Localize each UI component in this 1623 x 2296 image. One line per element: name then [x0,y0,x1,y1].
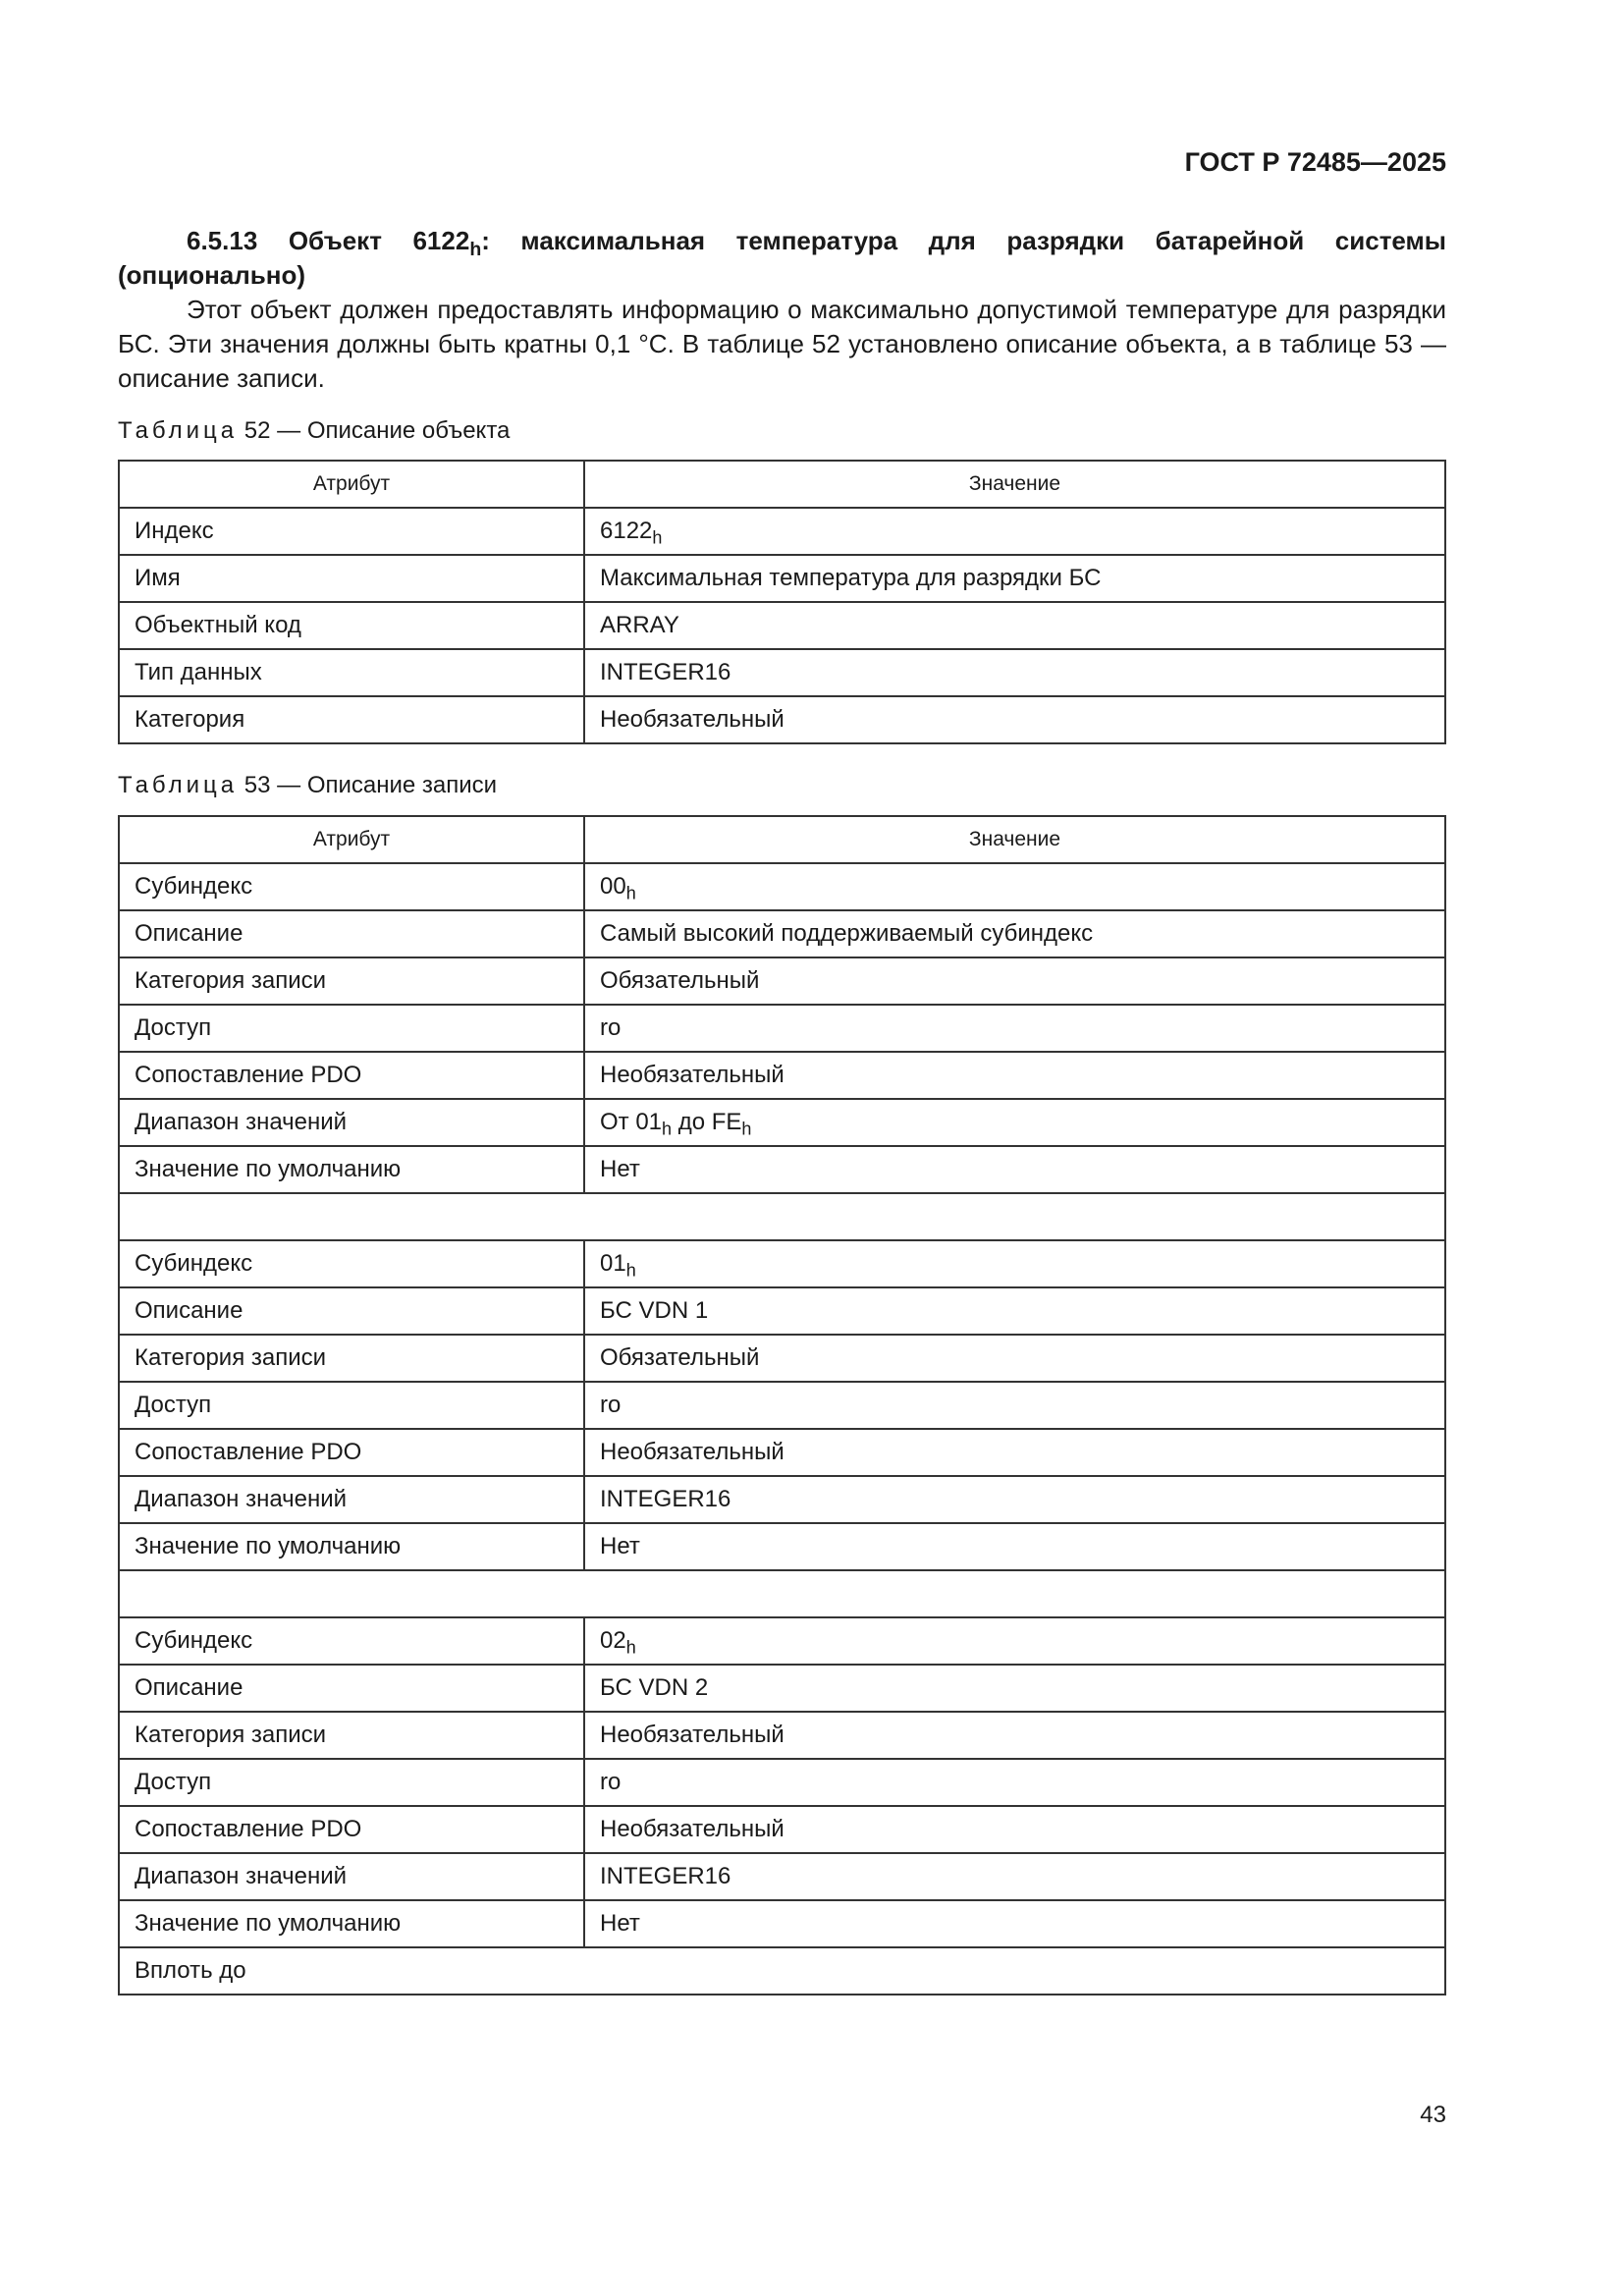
value-cell: Максимальная температура для разрядки БС [584,555,1445,602]
table-row [119,1476,1445,1523]
value-cell: $00_h$ [584,863,1445,910]
table-row [119,1005,1445,1052]
table-row [119,1523,1445,1570]
table-header-row [119,816,1445,863]
section-paragraph: Этот объект должен предоставлять информацию о максимально допустимой температуре для разрядки БС. Эти значения должны быть кратны 0,1 °С. В таблице 52 установлено описание объекта, а в таблице 53 — описание записи. [118,295,1446,393]
table-row [119,602,1445,649]
header-cell-attribute: Атрибут [119,816,584,863]
attr-cell: Доступ [119,1005,584,1052]
section-heading: 6.5.13 Объект $6122_h$: максимальная температура для разрядки батарейной системы (опционально) [118,226,1446,290]
value-cell: $02_h$ [584,1617,1445,1665]
table-row [119,1759,1445,1806]
table-row [119,1806,1445,1853]
table-row [119,1287,1445,1335]
value-cell: INTEGER16 [584,649,1445,696]
value-cell: $6122_h$ [584,508,1445,555]
attr-cell: Диапазон значений [119,1853,584,1900]
table-row [119,957,1445,1005]
value-cell: Необязательный [584,1429,1445,1476]
value-cell: БС VDN 2 [584,1665,1445,1712]
table-row [119,1099,1445,1146]
table-row [119,696,1445,743]
footer-cell: Вплоть до [119,1947,1445,1995]
value-cell: INTEGER16 [584,1476,1445,1523]
attr-cell: Сопоставление PDO [119,1052,584,1099]
table-header-row [119,461,1445,508]
table-row [119,555,1445,602]
attr-cell: Категория записи [119,957,584,1005]
value-cell: Обязательный [584,957,1445,1005]
value-cell: $01_h$ [584,1240,1445,1287]
attr-cell: Описание [119,1287,584,1335]
table-52-caption: Таблица 52 — Описание объекта [118,417,511,444]
attr-cell: Доступ [119,1382,584,1429]
attr-cell: Значение по умолчанию [119,1900,584,1947]
table-row [119,1617,1445,1665]
table-row [119,1429,1445,1476]
attr-cell: Сопоставление PDO [119,1429,584,1476]
value-cell: От $01_h$ до $FE_h$ [584,1099,1445,1146]
attr-cell: Значение по умолчанию [119,1146,584,1193]
value-cell: Самый высокий поддерживаемый субиндекс [584,910,1445,957]
table-row [119,649,1445,696]
attr-cell: Сопоставление PDO [119,1806,584,1853]
value-cell: INTEGER16 [584,1853,1445,1900]
table-separator-row [119,1193,1445,1240]
attr-cell: Диапазон значений [119,1476,584,1523]
attr-cell: Доступ [119,1759,584,1806]
separator-cell [119,1193,1445,1240]
attr-cell: Тип данных [119,649,584,696]
table-row [119,863,1445,910]
value-cell: ARRAY [584,602,1445,649]
value-cell: ro [584,1005,1445,1052]
value-cell: Необязательный [584,1806,1445,1853]
attr-cell: Субиндекс [119,863,584,910]
table-row [119,1335,1445,1382]
header-cell-attribute: Атрибут [119,461,584,508]
attr-cell: Индекс [119,508,584,555]
attr-cell: Значение по умолчанию [119,1523,584,1570]
header-cell-value: Значение [584,461,1445,508]
value-cell: Необязательный [584,1052,1445,1099]
separator-cell [119,1570,1445,1617]
attr-cell: Описание [119,1665,584,1712]
standard-code: ГОСТ Р 72485—2025 [1184,147,1446,177]
table-row [119,1146,1445,1193]
table-row [119,1665,1445,1712]
table-row [119,1900,1445,1947]
table-row [119,508,1445,555]
attr-cell: Категория записи [119,1712,584,1759]
value-cell: Необязательный [584,1712,1445,1759]
value-cell: Нет [584,1146,1445,1193]
attr-cell: Диапазон значений [119,1099,584,1146]
section-6-5-13 [118,224,1446,396]
page-number: 43 [1420,2102,1446,2128]
header-cell-value: Значение [584,816,1445,863]
attr-cell: Субиндекс [119,1617,584,1665]
value-cell: БС VDN 1 [584,1287,1445,1335]
table-53-caption: Таблица 53 — Описание записи [118,772,498,798]
value-cell: Нет [584,1900,1445,1947]
table-53 [118,815,1446,1995]
attr-cell: Объектный код [119,602,584,649]
attr-cell: Описание [119,910,584,957]
table-row [119,1052,1445,1099]
value-cell: ro [584,1759,1445,1806]
attr-cell: Имя [119,555,584,602]
table-row [119,1712,1445,1759]
attr-cell: Категория [119,696,584,743]
attr-cell: Категория записи [119,1335,584,1382]
table-row [119,1853,1445,1900]
table-footer-row [119,1947,1445,1995]
table-row [119,1382,1445,1429]
value-cell: ro [584,1382,1445,1429]
table-52 [118,460,1446,744]
table-row [119,1240,1445,1287]
attr-cell: Субиндекс [119,1240,584,1287]
table-separator-row [119,1570,1445,1617]
table-row [119,910,1445,957]
value-cell: Обязательный [584,1335,1445,1382]
value-cell: Нет [584,1523,1445,1570]
value-cell: Необязательный [584,696,1445,743]
